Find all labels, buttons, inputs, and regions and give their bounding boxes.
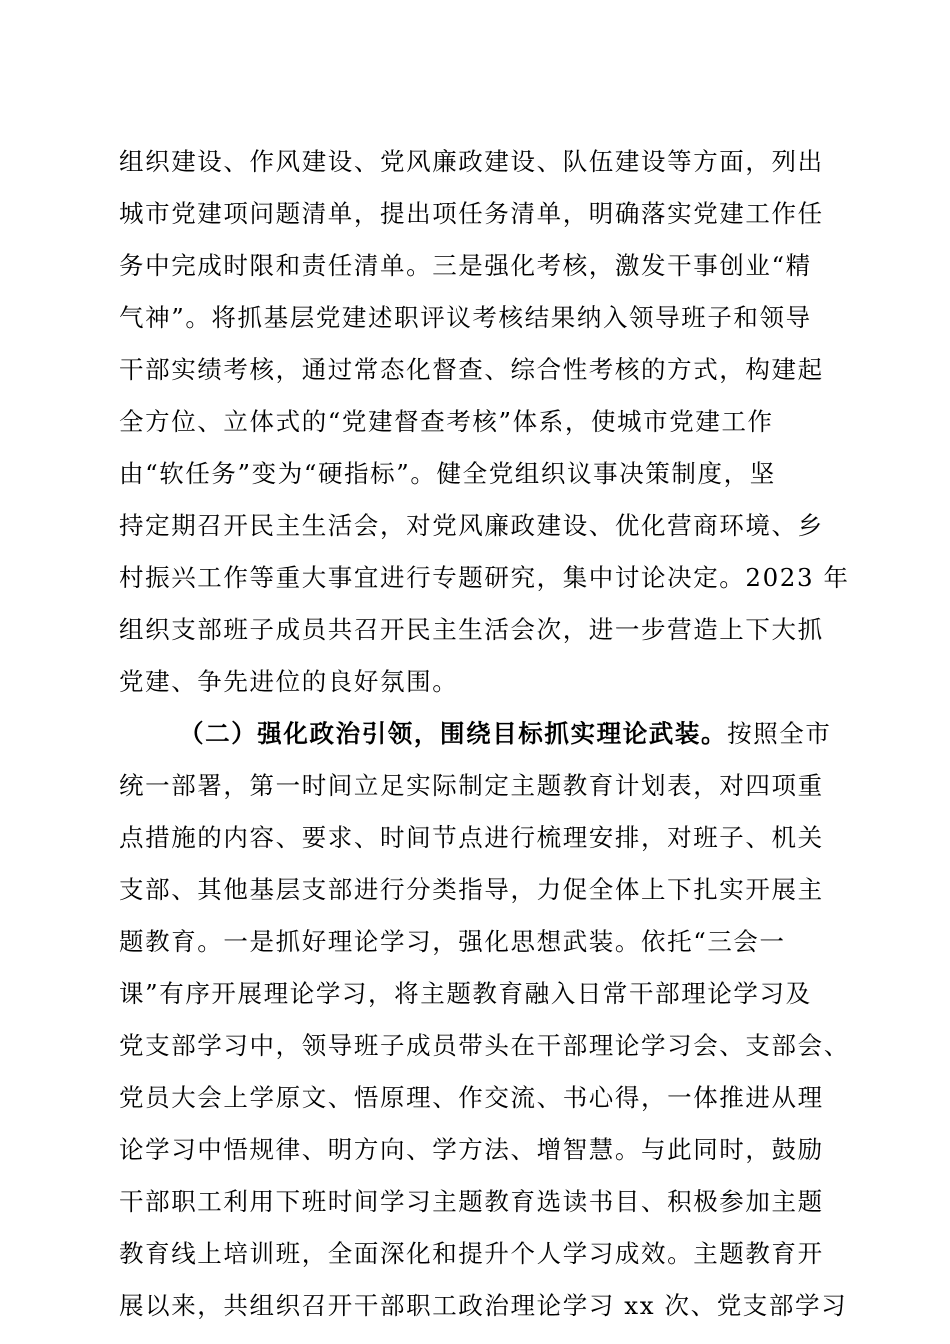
section-line-8: 论学习中悟规律、明方向、学方法、增智慧。与此同时，鼓励 <box>119 1135 824 1164</box>
section-line-11: 展以来，共组织召开干部职工政治理论学习 xx 次、党支部学习 <box>119 1291 848 1320</box>
paragraph-line-2: 城市党建项问题清单，提出项任务清单，明确落实党建工作任 <box>119 199 824 228</box>
section-line-10: 教育线上培训班，全面深化和提升个人学习成效。主题教育开 <box>119 1239 824 1268</box>
section-line-1: 统一部署，第一时间立足实际制定主题教育计划表，对四项重 <box>119 771 824 800</box>
paragraph-line-4: 气神”。将抓基层党建述职评议考核结果纳入领导班子和领导 <box>119 303 812 332</box>
paragraph-line-6: 全方位、立体式的“党建督查考核”体系，使城市党建工作 <box>119 407 774 436</box>
section-line-3: 支部、其他基层支部进行分类指导，力促全体上下扎实开展主 <box>119 875 824 904</box>
section-line-9: 干部职工利用下班时间学习主题教育选读书目、积极参加主题 <box>119 1187 824 1216</box>
paragraph-line-11: 党建、争先进位的良好氛围。 <box>119 667 459 696</box>
paragraph-line-10: 组织支部班子成员共召开民主生活会次，进一步营造上下大抓 <box>119 615 824 644</box>
section-heading-tail: 按照全市 <box>727 719 832 748</box>
section-heading: （二）强化政治引领，围绕目标抓实理论武装。 <box>179 719 728 748</box>
section-line-7: 党员大会上学原文、悟原理、作交流、书心得，一体推进从理 <box>119 1083 824 1112</box>
paragraph-line-8: 持定期召开民主生活会，对党风廉政建设、优化营商环境、乡 <box>119 511 824 540</box>
paragraph-line-1: 组织建设、作风建设、党风廉政建设、队伍建设等方面，列出 <box>119 147 824 176</box>
section-line-2: 点措施的内容、要求、时间节点进行梳理安排，对班子、机关 <box>119 823 824 852</box>
section-line-5: 课”有序开展理论学习，将主题教育融入日常干部理论学习及 <box>119 979 812 1008</box>
section-line-6: 党支部学习中，领导班子成员带头在干部理论学习会、支部会、 <box>119 1031 850 1060</box>
paragraph-line-3: 务中完成时限和责任清单。三是强化考核，激发干事创业“精 <box>119 251 812 280</box>
section-heading-line <box>179 714 832 754</box>
section-line-4: 题教育。一是抓好理论学习，强化思想武装。依托“三会一 <box>119 927 786 956</box>
paragraph-line-9: 村振兴工作等重大事宜进行专题研究，集中讨论决定。2023 年 <box>119 563 850 592</box>
paragraph-line-7: 由“软任务”变为“硬指标”。健全党组织议事决策制度，坚 <box>119 459 776 488</box>
paragraph-line-5: 干部实绩考核，通过常态化督查、综合性考核的方式，构建起 <box>119 355 824 384</box>
